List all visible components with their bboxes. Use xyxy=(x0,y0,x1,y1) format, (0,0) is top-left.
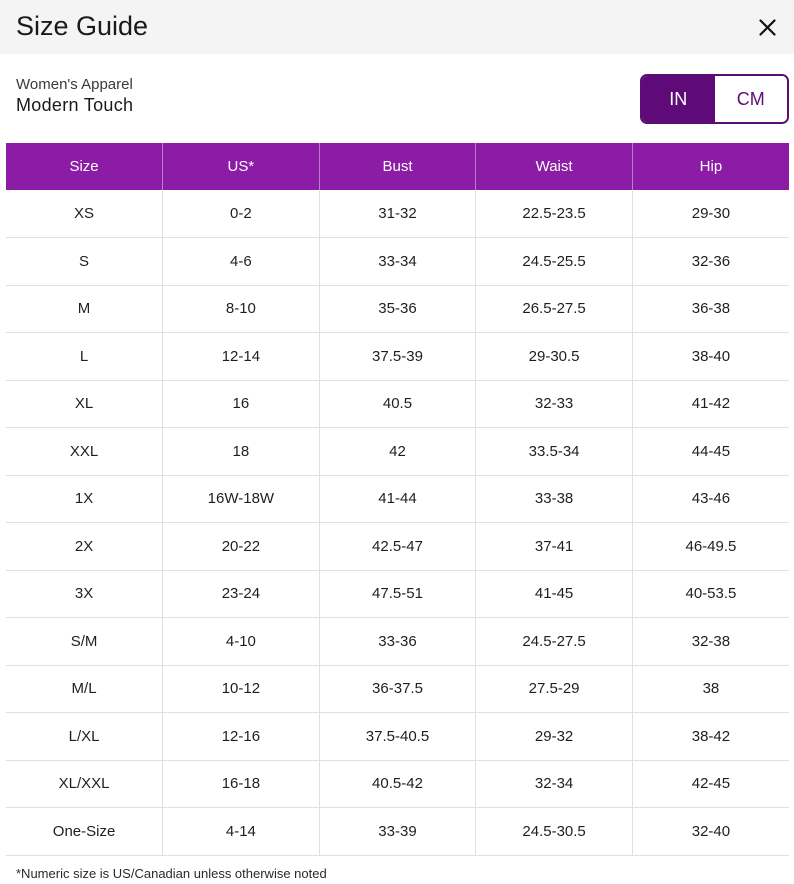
table-cell: 32-38 xyxy=(632,618,789,666)
table-cell: One-Size xyxy=(6,808,163,856)
table-cell: 33-34 xyxy=(319,238,476,286)
table-cell: 33-36 xyxy=(319,618,476,666)
table-row xyxy=(6,190,789,238)
table-row xyxy=(6,808,789,856)
table-cell: 16W-18W xyxy=(163,475,320,523)
table-cell: XS xyxy=(6,190,163,238)
table-cell: 29-30.5 xyxy=(476,333,633,381)
table-cell: 40-53.5 xyxy=(632,570,789,618)
table-cell: 36-37.5 xyxy=(319,665,476,713)
table-cell: L xyxy=(6,333,163,381)
table-cell: 18 xyxy=(163,428,320,476)
table-cell: 36-38 xyxy=(632,285,789,333)
table-row xyxy=(6,238,789,286)
close-button[interactable] xyxy=(750,10,784,44)
table-cell: 12-16 xyxy=(163,713,320,761)
table-cell: 33-38 xyxy=(476,475,633,523)
table-cell: 24.5-27.5 xyxy=(476,618,633,666)
table-row xyxy=(6,570,789,618)
column-header-waist: Waist xyxy=(476,143,633,190)
table-cell: S/M xyxy=(6,618,163,666)
table-cell: 42-45 xyxy=(632,760,789,808)
table-row xyxy=(6,475,789,523)
table-row xyxy=(6,523,789,571)
table-cell: 1X xyxy=(6,475,163,523)
table-cell: 35-36 xyxy=(319,285,476,333)
table-cell: 33-39 xyxy=(319,808,476,856)
table-cell: 38-42 xyxy=(632,713,789,761)
table-cell: 47.5-51 xyxy=(319,570,476,618)
table-cell: 32-33 xyxy=(476,380,633,428)
table-cell: 10-12 xyxy=(163,665,320,713)
table-cell: L/XL xyxy=(6,713,163,761)
size-chart-table xyxy=(6,143,789,856)
table-cell: 46-49.5 xyxy=(632,523,789,571)
table-cell: 42 xyxy=(319,428,476,476)
table-cell: 40.5 xyxy=(319,380,476,428)
table-cell: 41-45 xyxy=(476,570,633,618)
unit-toggle xyxy=(640,74,789,124)
column-header-us: US* xyxy=(163,143,320,190)
table-cell: XL xyxy=(6,380,163,428)
table-cell: 24.5-30.5 xyxy=(476,808,633,856)
unit-option-in[interactable]: IN xyxy=(642,76,715,122)
table-cell: XL/XXL xyxy=(6,760,163,808)
unit-option-cm[interactable]: CM xyxy=(715,76,788,122)
table-cell: 42.5-47 xyxy=(319,523,476,571)
table-cell: 32-40 xyxy=(632,808,789,856)
table-cell: 32-34 xyxy=(476,760,633,808)
column-header-size: Size xyxy=(6,143,163,190)
table-cell: 4-6 xyxy=(163,238,320,286)
table-cell: 37.5-40.5 xyxy=(319,713,476,761)
table-cell: 8-10 xyxy=(163,285,320,333)
close-icon xyxy=(759,19,776,36)
table-cell: 37-41 xyxy=(476,523,633,571)
table-cell: M xyxy=(6,285,163,333)
table-cell: S xyxy=(6,238,163,286)
table-row xyxy=(6,760,789,808)
table-header-row xyxy=(6,143,789,190)
table-body xyxy=(6,190,789,855)
table-row xyxy=(6,380,789,428)
table-cell: 37.5-39 xyxy=(319,333,476,381)
table-cell: M/L xyxy=(6,665,163,713)
table-cell: 38-40 xyxy=(632,333,789,381)
footnote: *Numeric size is US/Canadian unless otherwise noted xyxy=(16,866,327,881)
table-cell: 4-14 xyxy=(163,808,320,856)
table-cell: 16 xyxy=(163,380,320,428)
table-row xyxy=(6,428,789,476)
table-cell: 12-14 xyxy=(163,333,320,381)
table-row xyxy=(6,713,789,761)
table-cell: 16-18 xyxy=(163,760,320,808)
modal-title: Size Guide xyxy=(16,11,149,41)
modal-header xyxy=(0,0,794,54)
table-cell: 2X xyxy=(6,523,163,571)
table-cell: 29-30 xyxy=(632,190,789,238)
table-cell: 27.5-29 xyxy=(476,665,633,713)
table-cell: 31-32 xyxy=(319,190,476,238)
table-row xyxy=(6,618,789,666)
table-cell: 38 xyxy=(632,665,789,713)
table-row xyxy=(6,285,789,333)
table-cell: 32-36 xyxy=(632,238,789,286)
table-cell: 23-24 xyxy=(163,570,320,618)
table-cell: 33.5-34 xyxy=(476,428,633,476)
column-header-bust: Bust xyxy=(319,143,476,190)
table-cell: 20-22 xyxy=(163,523,320,571)
table-cell: 29-32 xyxy=(476,713,633,761)
table-row xyxy=(6,665,789,713)
table-cell: 26.5-27.5 xyxy=(476,285,633,333)
table-cell: 3X xyxy=(6,570,163,618)
product-brand: Modern Touch xyxy=(16,95,134,115)
table-cell: 43-46 xyxy=(632,475,789,523)
column-header-hip: Hip xyxy=(632,143,789,190)
table-cell: 40.5-42 xyxy=(319,760,476,808)
table-cell: 44-45 xyxy=(632,428,789,476)
table-cell: 24.5-25.5 xyxy=(476,238,633,286)
table-cell: 41-44 xyxy=(319,475,476,523)
table-cell: XXL xyxy=(6,428,163,476)
table-row xyxy=(6,333,789,381)
table-cell: 41-42 xyxy=(632,380,789,428)
table-cell: 22.5-23.5 xyxy=(476,190,633,238)
table-cell: 0-2 xyxy=(163,190,320,238)
table-cell: 4-10 xyxy=(163,618,320,666)
product-category: Women's Apparel xyxy=(16,76,133,93)
